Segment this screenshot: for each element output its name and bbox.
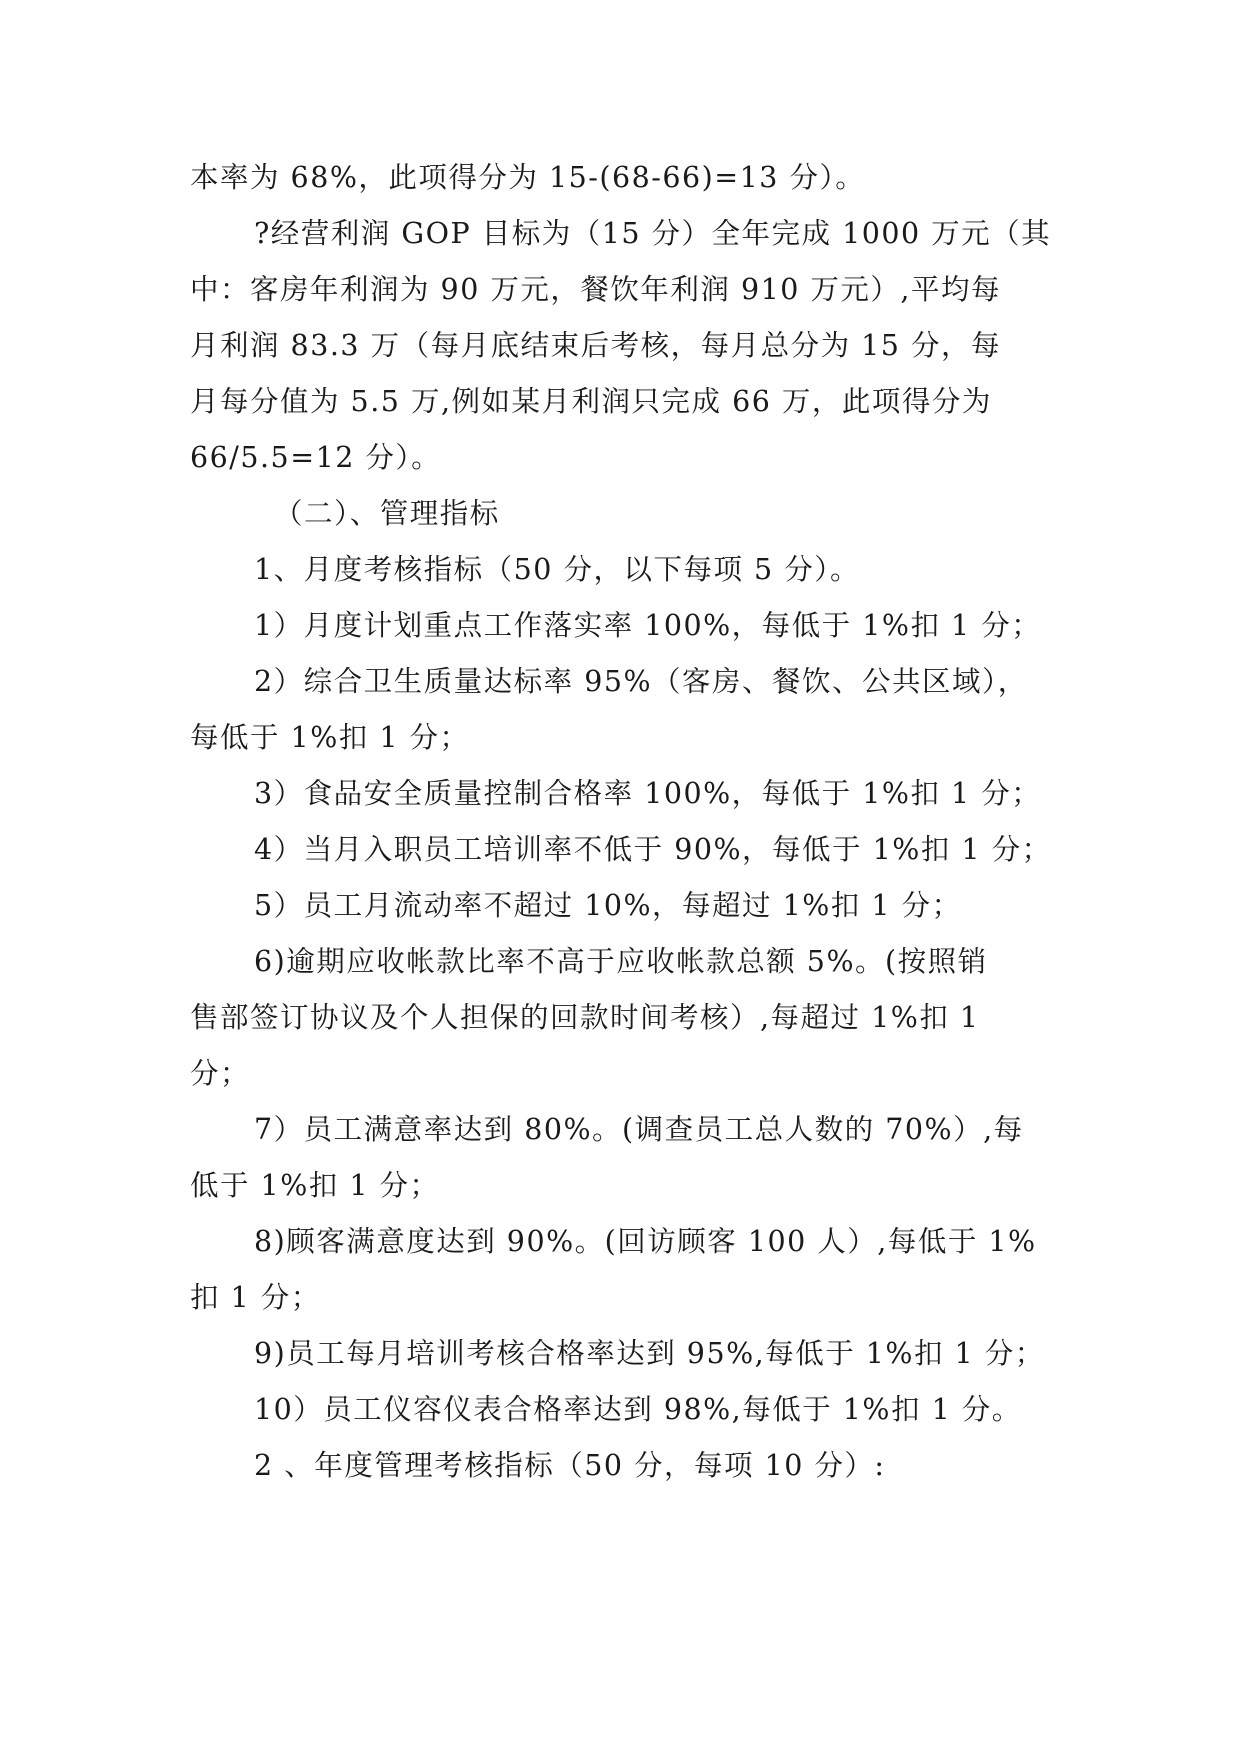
list-item: 6)逾期应收帐款比率不高于应收帐款总额 5%。(按照销 [254,945,988,978]
text-line: 66/5.5=12 分）。 [190,441,442,474]
text-line: 本率为 68%，此项得分为 15-(68-66)=13 分）。 [190,161,866,194]
list-item: 4）当月入职员工培训率不低于 90%，每低于 1%扣 1 分； [254,833,1052,866]
list-item: 3）食品安全质量控制合格率 100%，每低于 1%扣 1 分； [254,777,1042,810]
text-line: 中：客房年利润为 90 万元，餐饮年利润 910 万元）,平均每 [190,273,1001,306]
section-heading: （二）、管理指标 [274,497,500,530]
text-line: 每低于 1%扣 1 分； [190,721,470,754]
list-item: 8)顾客满意度达到 90%。(回访顾客 100 人）,每低于 1% [254,1225,1037,1258]
text-line: 2 、年度管理考核指标（50 分，每项 10 分）: [254,1449,886,1482]
list-item: 5）员工月流动率不超过 10%，每超过 1%扣 1 分； [254,889,962,922]
list-item: 2）综合卫生质量达标率 95%（客房、餐饮、公共区域）， [254,665,1028,698]
text-line: 低于 1%扣 1 分； [190,1169,440,1202]
list-item: 9)员工每月培训考核合格率达到 95%,每低于 1%扣 1 分； [254,1337,1045,1370]
list-item: 7）员工满意率达到 80%。(调查员工总人数的 70%）,每 [254,1113,1024,1146]
text-line: 分； [190,1057,251,1090]
text-line: 月每分值为 5.5 万,例如某月利润只完成 66 万，此项得分为 [190,385,992,418]
text-line: 1、月度考核指标（50 分，以下每项 5 分）。 [254,553,860,586]
text-line: ?经营利润 GOP 目标为（15 分）全年完成 1000 万元（其 [254,217,1052,250]
list-item: 10）员工仪容仪表合格率达到 98%,每低于 1%扣 1 分。 [254,1393,1022,1426]
list-item: 1）月度计划重点工作落实率 100%，每低于 1%扣 1 分； [254,609,1042,642]
text-line: 月利润 83.3 万（每月底结束后考核，每月总分为 15 分，每 [190,329,1001,362]
text-line: 售部签订协议及个人担保的回款时间考核）,每超过 1%扣 1 [190,1001,980,1034]
text-line: 扣 1 分； [190,1281,321,1314]
